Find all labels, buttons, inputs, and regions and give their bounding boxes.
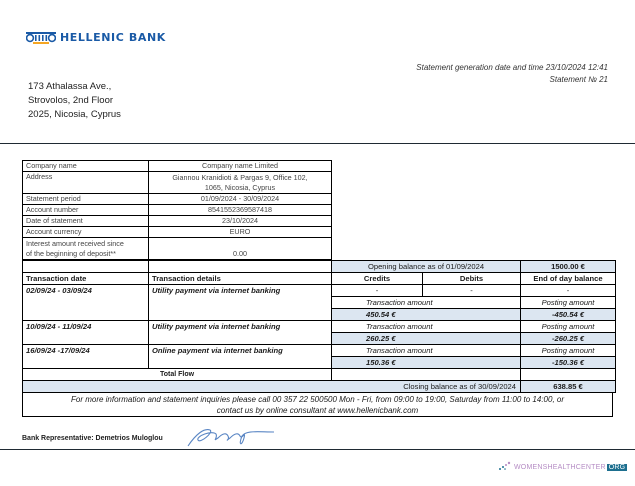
tx-credits: -	[332, 285, 423, 297]
tx-posting-label: Posting amount	[521, 345, 616, 357]
tx-amount: 260.25 €	[332, 333, 521, 345]
total-flow-row	[23, 369, 616, 381]
divider	[0, 143, 635, 144]
address-line: 173 Athalassa Ave.,	[28, 81, 112, 92]
address-value-line: Giannou Kranidioti & Pargas 9, Office 102,	[172, 172, 308, 182]
tx-amount-label: Transaction amount	[332, 321, 521, 333]
tx-posting-label: Posting amount	[521, 297, 616, 309]
tx-amount-label: Transaction amount	[332, 345, 521, 357]
transactions-table	[22, 260, 616, 393]
dots-icon	[498, 461, 512, 473]
opening-balance-value: 1500.00 €	[521, 261, 616, 273]
generation-datetime: Statement generation date and time 23/10/2024 12:41	[416, 63, 608, 72]
tx-posting: -260.25 €	[521, 333, 616, 345]
col-header-details: Transaction details	[149, 273, 332, 285]
col-header-end-of-day: End of day balance	[521, 273, 616, 285]
info-label: Account currency	[23, 227, 149, 238]
contact-note	[22, 393, 613, 417]
table-row	[23, 285, 616, 297]
tx-date: 16/09/24 -17/09/24	[23, 345, 149, 369]
info-value: EURO	[149, 227, 332, 238]
tx-posting: -450.54 €	[521, 309, 616, 321]
tx-debits: -	[423, 285, 521, 297]
info-row	[23, 172, 332, 194]
tx-date: 10/09/24 - 11/09/24	[23, 321, 149, 345]
tx-posting-label: Posting amount	[521, 321, 616, 333]
info-row	[23, 205, 332, 216]
info-row	[23, 194, 332, 205]
bank-representative: Bank Representative: Demetrios Muloglou	[22, 435, 163, 442]
table-header-row	[23, 273, 616, 285]
address-value-line: 1065, Nicosia, Cyprus	[204, 182, 276, 192]
tx-end-of-day: -	[521, 285, 616, 297]
tx-details: Utility payment via internet banking	[149, 321, 332, 345]
bank-name: HELLENIC BANK	[60, 30, 166, 44]
tx-details: Utility payment via internet banking	[149, 285, 332, 321]
account-info-table	[22, 160, 332, 260]
bank-address	[28, 80, 121, 122]
info-value: 23/10/2024	[149, 216, 332, 227]
contact-line: contact us by online consultant at www.hellenicbank.com	[216, 406, 419, 415]
table-row	[23, 321, 616, 333]
info-value: 8541552369587418	[149, 205, 332, 216]
opening-balance-row	[23, 261, 616, 273]
bank-logo	[26, 30, 166, 44]
tx-details: Online payment via internet banking	[149, 345, 332, 369]
table-row	[23, 345, 616, 357]
info-row	[23, 227, 332, 238]
info-row	[23, 216, 332, 227]
tx-amount: 150.36 €	[332, 357, 521, 369]
info-value	[149, 172, 332, 194]
info-label: Address	[23, 172, 149, 194]
col-header-debits: Debits	[423, 273, 521, 285]
closing-balance-label: Closing balance as of 30/09/2024	[23, 381, 521, 393]
statement-number: Statement № 21	[549, 75, 608, 84]
info-label: Company name	[23, 161, 149, 172]
info-label	[23, 238, 149, 260]
interest-label-line: of the beginning of deposit**	[26, 248, 116, 258]
watermark-text: WOMENSHEALTHCENTER	[514, 463, 606, 471]
col-header-date: Transaction date	[23, 273, 149, 285]
info-row	[23, 161, 332, 172]
info-label: Account number	[23, 205, 149, 216]
info-value: 0.00	[149, 238, 332, 260]
contact-line: For more information and statement inquiries please call 00 357 22 500500 Mon - Fri, from 09:00 to 19:00, Saturday from 11:00 to 14:00, or	[70, 395, 564, 404]
info-label: Statement period	[23, 194, 149, 205]
tx-amount-label: Transaction amount	[332, 297, 521, 309]
address-line: 2025, Nicosia, Cyprus	[28, 109, 121, 120]
total-flow-label: Total Flow	[23, 369, 332, 381]
watermark	[498, 461, 627, 473]
address-line: Strovolos, 2nd Floor	[28, 95, 114, 106]
interest-label-line: Interest amount received since	[26, 238, 124, 248]
col-header-credits: Credits	[332, 273, 423, 285]
info-value: 01/09/2024 - 30/09/2024	[149, 194, 332, 205]
closing-balance-value: 638.85 €	[521, 381, 616, 393]
ionic-column-logo-icon	[26, 31, 56, 43]
info-row	[23, 238, 332, 260]
watermark-tld: ORG	[608, 463, 626, 471]
statement-meta	[416, 62, 608, 86]
divider	[0, 449, 635, 450]
tx-posting: -150.36 €	[521, 357, 616, 369]
opening-balance-label: Opening balance as of 01/09/2024	[332, 261, 521, 273]
tx-date: 02/09/24 - 03/09/24	[23, 285, 149, 321]
info-value: Company name Limited	[149, 161, 332, 172]
info-label: Date of statement	[23, 216, 149, 227]
tx-amount: 450.54 €	[332, 309, 521, 321]
closing-balance-row	[23, 381, 616, 393]
